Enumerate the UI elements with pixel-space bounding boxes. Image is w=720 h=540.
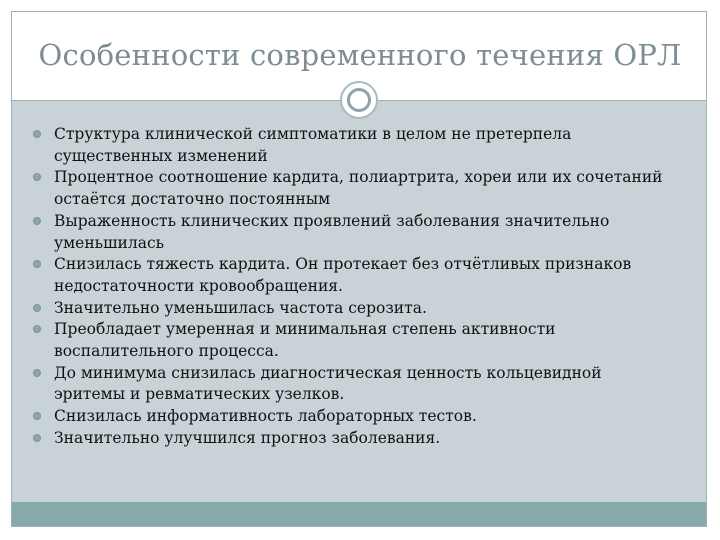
bullet-item [33,406,683,428]
bullet-icon [33,173,41,181]
bullet-icon [33,325,41,333]
divider-circle-icon [340,81,378,119]
bullet-item [33,211,683,254]
bullet-line: Снизилась информативность лабораторных тестов. [54,407,477,426]
bullet-list [33,124,683,450]
divider-circle-inner [347,88,371,112]
bullet-item [33,319,683,362]
bullet-line: Значительно улучшился прогноз заболевания. [54,428,441,447]
bullet-icon [33,369,41,377]
bullet-item [33,428,683,450]
bullet-item [33,254,683,297]
bullet-line: Снизилась тяжесть кардита. Он протекает без отчётливых признаков [54,255,632,274]
bullet-line: существенных изменений [54,146,268,165]
bullet-line: Преобладает умеренная и минимальная степень активности [54,320,556,339]
bullet-line: эритемы и ревматических узелков. [54,385,345,404]
bullet-line: воспалительного процесса. [54,342,279,361]
bullet-line: уменьшилась [54,233,165,252]
bullet-item [33,363,683,406]
bullet-icon [33,304,41,312]
bullet-item [33,298,683,320]
bullet-line: Значительно уменьшилась частота серозита. [54,298,427,317]
bullet-line: До минимума снизилась диагностическая ценность кольцевидной [54,363,602,382]
bottom-bar [12,502,706,526]
bullet-item [33,124,683,167]
bullet-item [33,167,683,210]
slide-title: Особенности современного течения ОРЛ [38,38,682,72]
bullet-line: Процентное соотношение кардита, полиартрита, хореи или их сочетаний [54,168,663,187]
bullet-icon [33,434,41,442]
bullet-icon [33,412,41,420]
bullet-line: Выраженность клинических проявлений заболевания значительно [54,211,610,230]
bullet-icon [33,130,41,138]
bullet-icon [33,217,41,225]
bullet-line: остаётся достаточно постоянным [54,190,331,209]
bullet-line: Структура клинической симптоматики в целом не претерпела [54,125,572,143]
bullet-icon [33,260,41,268]
bullet-line: недостаточности кровообращения. [54,276,343,295]
